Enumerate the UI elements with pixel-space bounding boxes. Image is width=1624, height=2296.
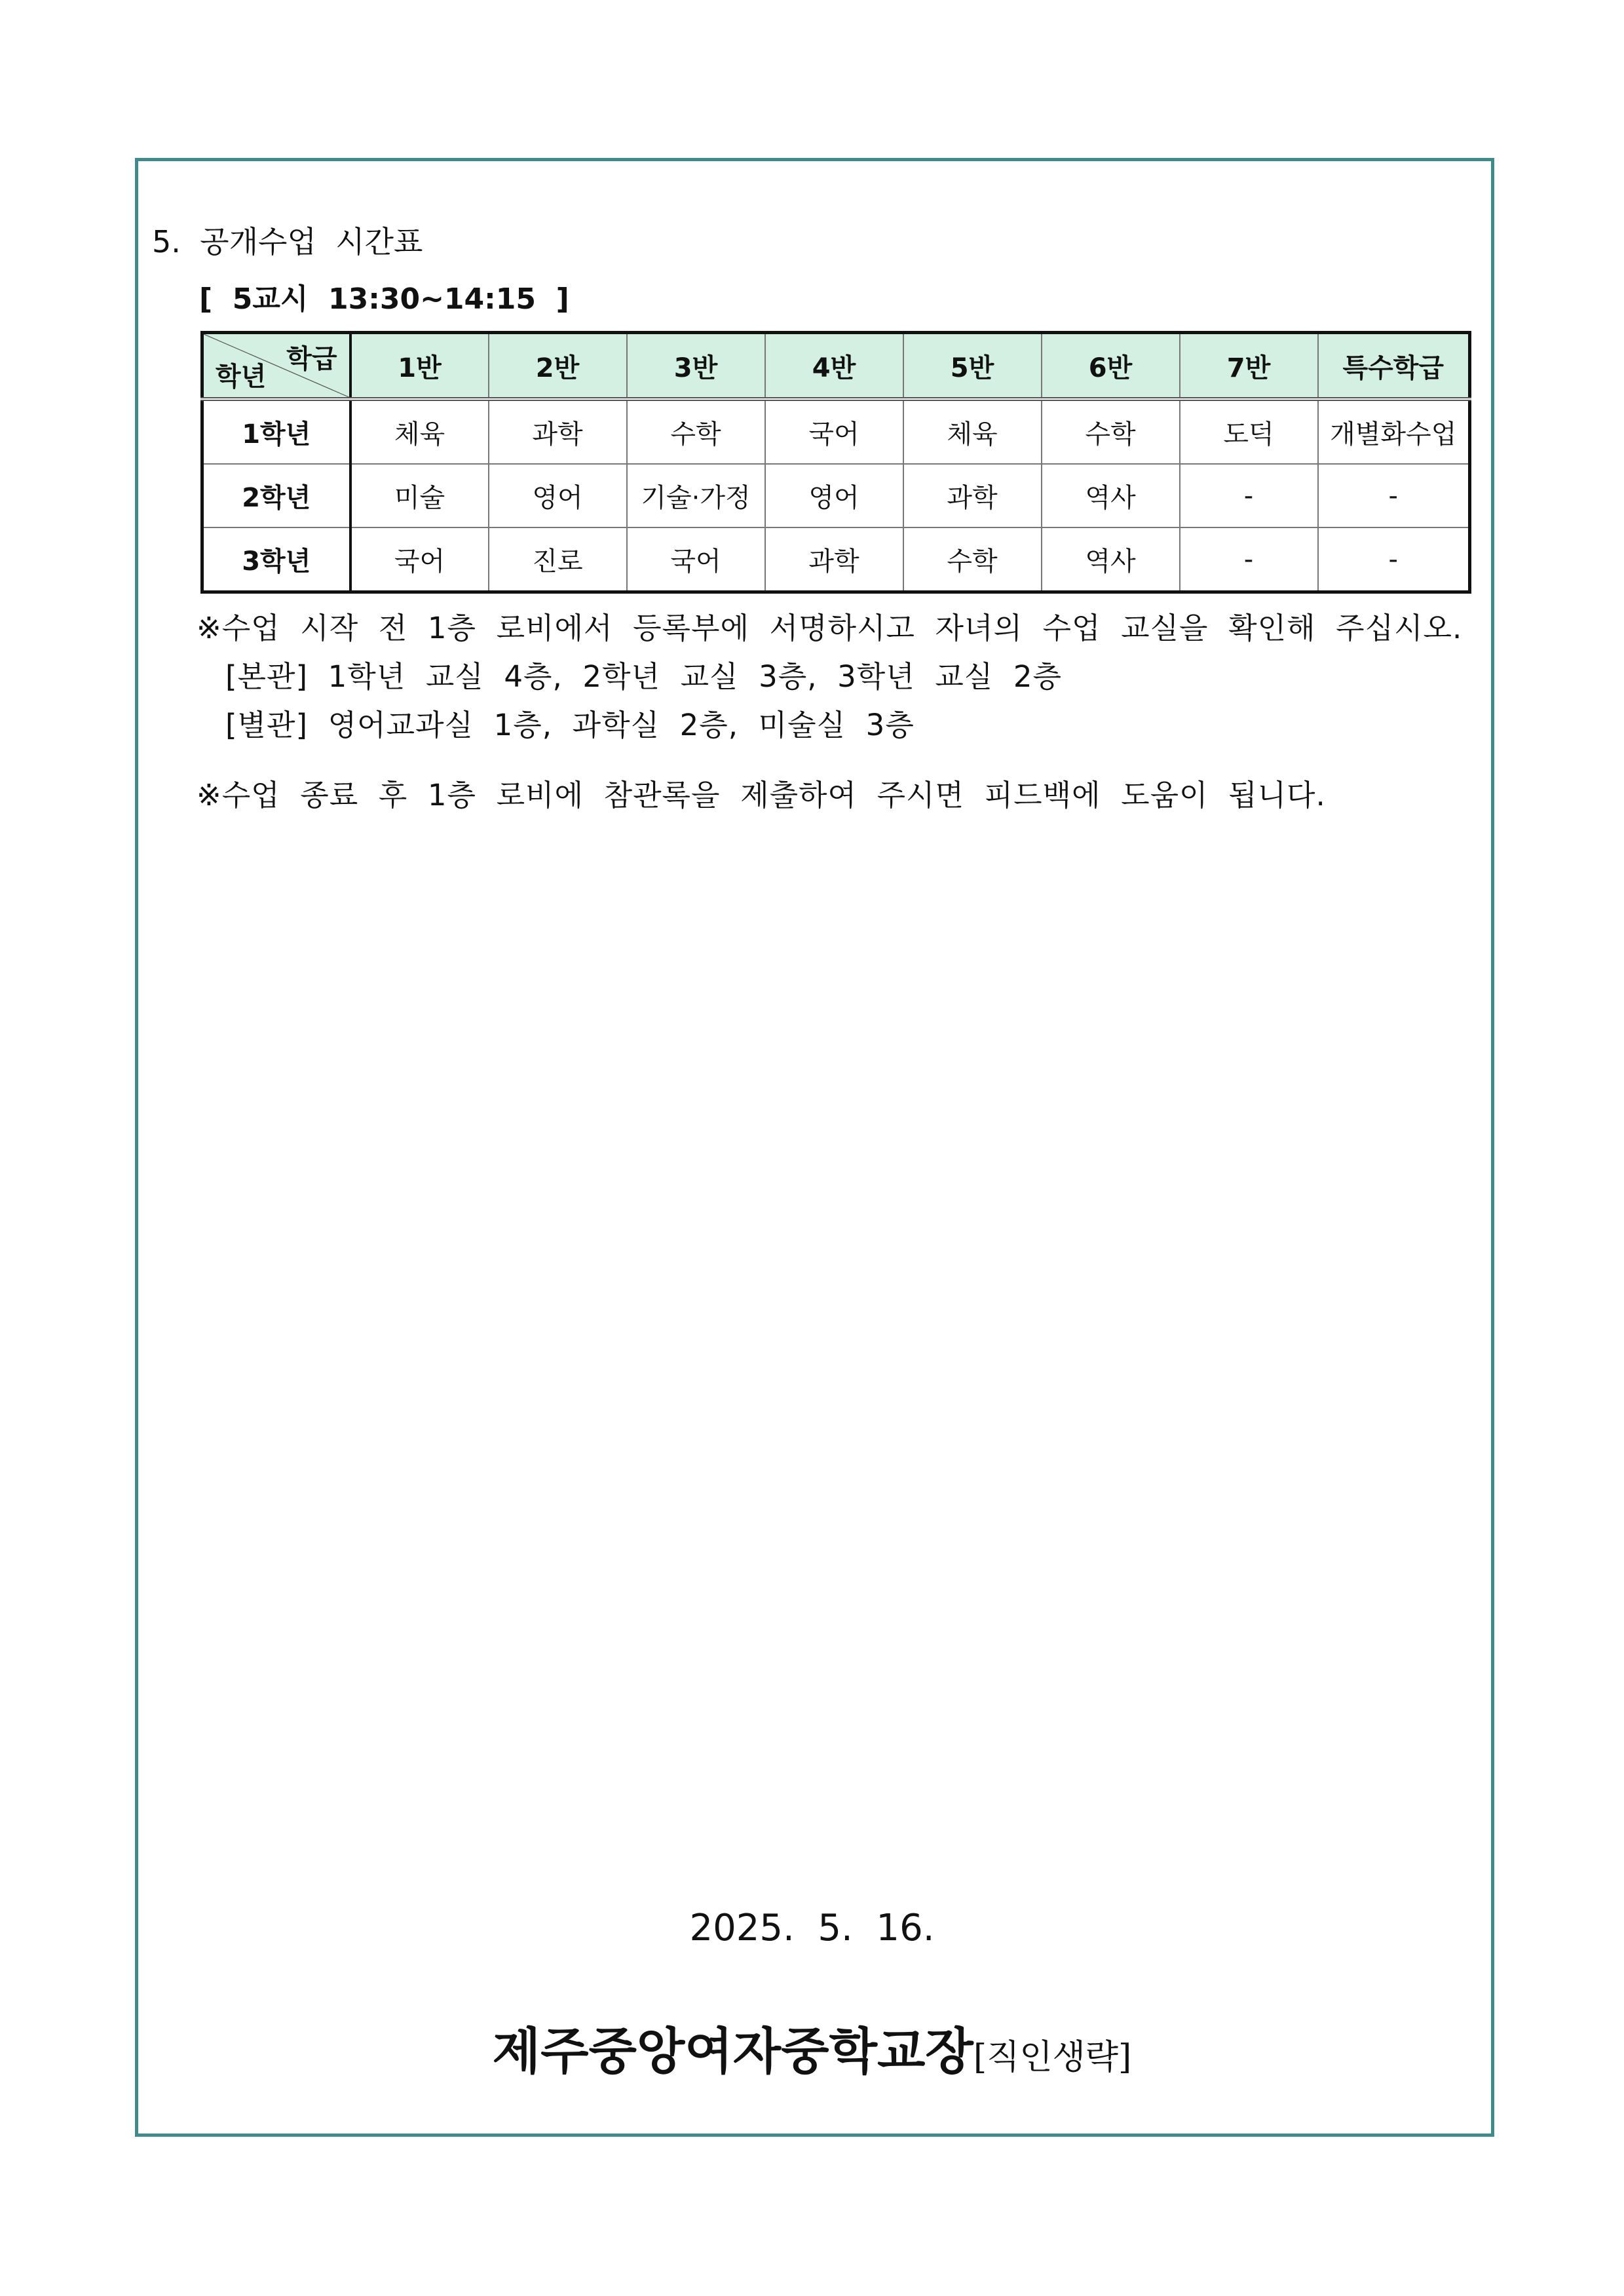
document-date: 2025. 5. 16. (689, 1907, 935, 1949)
column-header: 6반 (1042, 333, 1180, 400)
table-cell: 기술·가정 (627, 464, 765, 527)
table-cell: - (1318, 464, 1470, 527)
table-cell: 수학 (903, 527, 1042, 592)
row-header-grade: 3학년 (202, 527, 350, 592)
table-cell: 과학 (489, 399, 627, 464)
table-cell: 수학 (1042, 399, 1180, 464)
table-cell: 국어 (765, 399, 903, 464)
note-main-building-floors: [본관] 1학년 교실 4층, 2학년 교실 3층, 3학년 교실 2층 (225, 659, 1062, 694)
table-cell: - (1318, 527, 1470, 592)
note-registration: ※수업 시작 전 1층 로비에서 등록부에 서명하시고 자녀의 수업 교실을 확인해 주십시오. (197, 611, 1463, 645)
table-cell: 영어 (765, 464, 903, 527)
table-cell: 수학 (627, 399, 765, 464)
table-cell: - (1180, 464, 1318, 527)
table-cell: 미술 (350, 464, 489, 527)
row-header-grade: 2학년 (202, 464, 350, 527)
table-cell: 역사 (1042, 527, 1180, 592)
table-row (202, 464, 1470, 527)
seal-omitted-note: [직인생략] (973, 2038, 1132, 2077)
timetable (200, 331, 1471, 594)
table-cell: 진로 (489, 527, 627, 592)
column-header: 3반 (627, 333, 765, 400)
column-header: 4반 (765, 333, 903, 400)
table-header-row (202, 333, 1470, 400)
corner-label-class: 학급 (286, 344, 337, 374)
row-header-grade: 1학년 (202, 399, 350, 464)
table-corner-header (202, 333, 350, 400)
table-row (202, 527, 1470, 592)
section-title: 5. 공개수업 시간표 (152, 224, 423, 259)
table-cell: 체육 (903, 399, 1042, 464)
corner-label-grade: 학년 (216, 362, 267, 392)
column-header: 특수학급 (1318, 333, 1470, 400)
table-cell: 영어 (489, 464, 627, 527)
table-cell: 체육 (350, 399, 489, 464)
column-header: 1반 (350, 333, 489, 400)
table-cell: 국어 (627, 527, 765, 592)
table-cell: 개별화수업 (1318, 399, 1470, 464)
table-row (202, 399, 1470, 464)
table-cell: 과학 (903, 464, 1042, 527)
note-feedback: ※수업 종료 후 1층 로비에 참관록을 제출하여 주시면 피드백에 도움이 됩니다. (197, 778, 1326, 813)
table-cell: 국어 (350, 527, 489, 592)
note-annex-floors: [별관] 영어교과실 1층, 과학실 2층, 미술실 3층 (225, 708, 915, 742)
column-header: 2반 (489, 333, 627, 400)
table-cell: 과학 (765, 527, 903, 592)
school-principal-name: 제주중앙여자중학교장 (492, 2022, 973, 2080)
signature-line (0, 2012, 1624, 2083)
column-header: 5반 (903, 333, 1042, 400)
table-cell: 역사 (1042, 464, 1180, 527)
period-subtitle: [ 5교시 13:30~14:15 ] (199, 282, 569, 316)
table-cell: 도덕 (1180, 399, 1318, 464)
table-cell: - (1180, 527, 1318, 592)
column-header: 7반 (1180, 333, 1318, 400)
